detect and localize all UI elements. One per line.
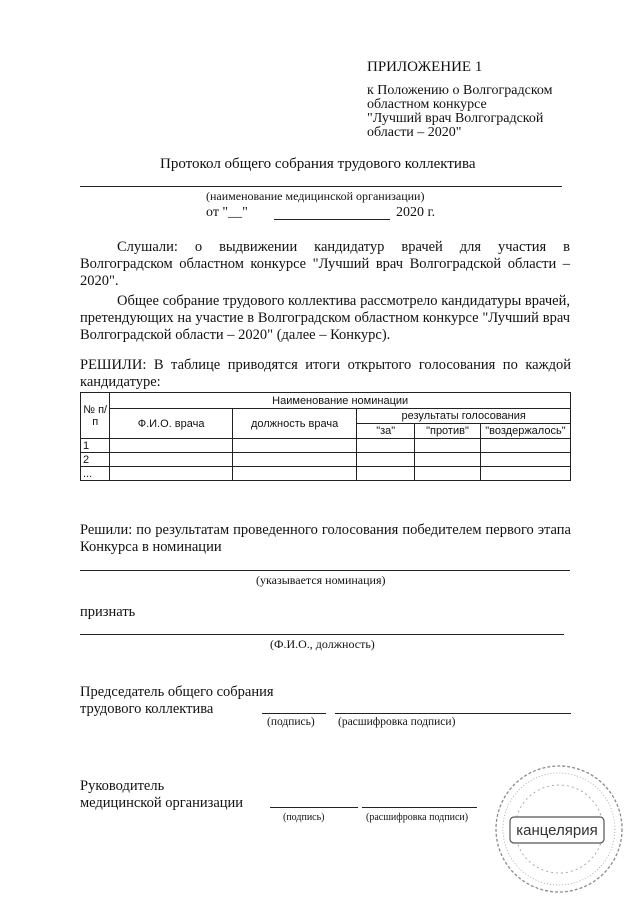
table-row (81, 467, 571, 481)
stamp-text: канцелярия (516, 822, 598, 839)
cell (480, 453, 570, 467)
table-row (81, 439, 571, 453)
header-position: должность врача (232, 409, 357, 439)
header-results: результаты голосования (357, 409, 571, 424)
date-prefix: от "__" (206, 205, 248, 220)
chair-signature-caption: (подпись) (267, 716, 315, 728)
appendix-line: областном конкурсе (367, 97, 487, 112)
cell (480, 467, 570, 481)
paragraph-heard: Слушали: о выдвижении кандидатур врачей для участия в Волгоградском областном конкурсе "Лучший врач Волгоградской области – 2020". (80, 239, 570, 289)
nomination-line (80, 570, 570, 571)
chair-decode-line (335, 713, 571, 714)
document-title: Протокол общего собрания трудового коллектива (160, 156, 476, 172)
cell (415, 439, 481, 453)
cell (357, 439, 415, 453)
cell (415, 453, 481, 467)
cell (357, 467, 415, 481)
table-row (81, 453, 571, 467)
fio-caption: (Ф.И.О., должность) (270, 637, 375, 651)
appendix-line: области – 2020" (367, 125, 462, 140)
cell (232, 439, 357, 453)
head-label-line: Руководитель (80, 778, 165, 794)
row-num: 2 (81, 453, 110, 467)
header-fio: Ф.И.О. врача (110, 409, 233, 439)
cell (232, 467, 357, 481)
appendix-text (367, 84, 582, 140)
head-label-line: медицинской организации (80, 795, 244, 811)
cell (110, 453, 233, 467)
fio-line (80, 634, 564, 635)
cell (110, 439, 233, 453)
header-for: "за" (357, 424, 415, 439)
appendix-line: "Лучший врач Волгоградской (367, 111, 544, 126)
recognize-label: признать (80, 604, 136, 620)
appendix-title: ПРИЛОЖЕНИЕ 1 (367, 59, 483, 75)
paragraph-decided: РЕШИЛИ: В таблице приводятся итоги открытого голосования по каждой кандидатуре: (80, 357, 571, 390)
head-signature-caption: (подпись) (283, 812, 325, 823)
cell (480, 439, 570, 453)
chair-label-line: Председатель общего собрания (80, 684, 274, 700)
chair-label-line: трудового коллектива (80, 701, 214, 717)
cell (357, 453, 415, 467)
head-decode-caption: (расшифровка подписи) (366, 812, 469, 823)
row-num: ... (81, 467, 110, 481)
org-caption: (наименование медицинской организации) (206, 189, 425, 203)
header-abstain: "воздержалось" (480, 424, 570, 439)
voting-table (80, 392, 571, 481)
org-name-line (80, 186, 562, 187)
head-signature-line (270, 807, 358, 808)
row-num: 1 (81, 439, 110, 453)
cell (232, 453, 357, 467)
cell (415, 467, 481, 481)
chair-signature-line (262, 713, 326, 714)
appendix-line: к Положению о Волгоградском (367, 83, 553, 98)
header-against: "против" (415, 424, 481, 439)
cell (110, 467, 233, 481)
header-num: № п/п (81, 393, 110, 439)
header-nomination: Наименование номинации (110, 393, 571, 409)
paragraph-reviewed: Общее собрание трудового коллектива рассмотрело кандидатуры врачей, претендующих на участие в Волгоградском областном конкурсе "Лучший врач Волгоградской области – 2020" (далее – Конкурс). (80, 293, 570, 343)
chair-decode-caption: (расшифровка подписи) (338, 716, 456, 728)
date-suffix: 2020 г. (396, 205, 436, 220)
head-decode-line (362, 807, 477, 808)
stamp-seal (492, 762, 626, 896)
nomination-caption: (указывается номинация) (256, 573, 386, 587)
date-month-line (274, 219, 390, 220)
paragraph-resolution: Решили: по результатам проведенного голосования победителем первого этапа Конкурса в номинации (80, 522, 571, 555)
